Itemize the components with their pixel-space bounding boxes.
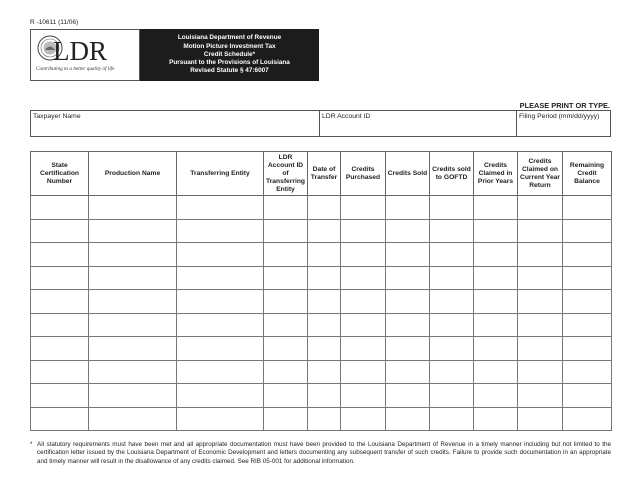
entry-cell[interactable] [430,266,474,290]
taxpayer-name-field[interactable] [31,111,320,136]
entry-cell[interactable] [341,219,386,243]
table-row [31,290,612,314]
entry-cell[interactable] [31,266,89,290]
entry-cell[interactable] [563,384,612,408]
print-instruction: PLEASE PRINT OR TYPE. [519,101,610,110]
entry-cell[interactable] [264,313,308,337]
entry-cell[interactable] [386,313,430,337]
entry-cell[interactable] [177,313,264,337]
entry-cell[interactable] [89,243,177,267]
table-row [31,313,612,337]
entry-cell[interactable] [386,337,430,361]
entry-cell[interactable] [563,337,612,361]
entry-cell[interactable] [518,290,563,314]
ldr-account-id-field[interactable] [320,111,517,136]
entry-cell[interactable] [264,196,308,220]
entry-cell[interactable] [89,360,177,384]
entry-cell[interactable] [341,360,386,384]
entry-cell[interactable] [518,243,563,267]
entry-cell[interactable] [518,196,563,220]
entry-cell[interactable] [474,360,518,384]
filing-period-field[interactable] [517,111,610,136]
entry-cell[interactable] [518,384,563,408]
entry-cell[interactable] [386,384,430,408]
entry-cell[interactable] [386,196,430,220]
entry-cell[interactable] [308,313,341,337]
column-header: Production Name [89,152,177,196]
entry-cell[interactable] [308,219,341,243]
entry-cell[interactable] [430,360,474,384]
form-title-box [140,29,319,81]
column-header: Credits Sold [386,152,430,196]
entry-cell[interactable] [308,384,341,408]
entry-cell[interactable] [474,243,518,267]
entry-cell[interactable] [308,360,341,384]
entry-cell[interactable] [177,219,264,243]
entry-cell[interactable] [474,290,518,314]
entry-cell[interactable] [341,384,386,408]
entry-cell[interactable] [177,290,264,314]
table-row [31,219,612,243]
table-row [31,384,612,408]
entry-cell[interactable] [341,196,386,220]
footnote-marker: * [30,441,33,448]
entry-cell[interactable] [308,337,341,361]
entry-cell[interactable] [518,337,563,361]
entry-cell[interactable] [341,290,386,314]
ldr-logo [30,29,140,81]
table-row [31,196,612,220]
entry-cell[interactable] [89,313,177,337]
entry-cell[interactable] [341,313,386,337]
entry-cell[interactable] [386,360,430,384]
entry-cell[interactable] [430,290,474,314]
title-line: Pursuant to the Provisions of Louisiana [169,59,290,67]
entry-cell[interactable] [518,360,563,384]
entry-cell[interactable] [264,266,308,290]
entry-cell[interactable] [386,290,430,314]
table-row [31,337,612,361]
entry-cell[interactable] [474,407,518,431]
entry-cell[interactable] [264,407,308,431]
entry-cell[interactable] [430,313,474,337]
column-header: LDR Account ID of Transferring Entity [264,152,308,196]
entry-cell[interactable] [31,196,89,220]
entry-cell[interactable] [518,313,563,337]
entry-cell[interactable] [386,266,430,290]
entry-cell[interactable] [341,337,386,361]
table-row [31,360,612,384]
form-number: R -10611 (11/06) [30,19,79,26]
entry-cell[interactable] [308,243,341,267]
entry-cell[interactable] [474,384,518,408]
entry-cell[interactable] [31,243,89,267]
table-row [31,266,612,290]
entry-cell[interactable] [341,407,386,431]
entry-cell[interactable] [474,313,518,337]
entry-cell[interactable] [474,337,518,361]
entry-cell[interactable] [563,313,612,337]
entry-cell[interactable] [89,337,177,361]
entry-cell[interactable] [341,266,386,290]
entry-cell[interactable] [89,219,177,243]
entry-cell[interactable] [308,290,341,314]
column-header: Credits Purchased [341,152,386,196]
entry-cell[interactable] [31,313,89,337]
entry-cell[interactable] [474,266,518,290]
entry-cell[interactable] [264,243,308,267]
entry-cell[interactable] [386,407,430,431]
entry-cell[interactable] [89,384,177,408]
column-header: State Certification Number [31,152,89,196]
entry-cell[interactable] [177,243,264,267]
entry-cell[interactable] [430,196,474,220]
entry-cell[interactable] [89,196,177,220]
entry-cell[interactable] [31,290,89,314]
entry-cell[interactable] [264,337,308,361]
entry-cell[interactable] [430,243,474,267]
entry-cell[interactable] [308,266,341,290]
entry-cell[interactable] [386,243,430,267]
entry-cell[interactable] [177,266,264,290]
title-line: Credit Schedule* [203,50,256,58]
entry-cell[interactable] [430,384,474,408]
entry-cell[interactable] [563,196,612,220]
entry-cell[interactable] [518,219,563,243]
entry-cell[interactable] [264,219,308,243]
taxpayer-name-label: Taxpayer Name [33,113,81,120]
entry-cell[interactable] [177,337,264,361]
entry-cell[interactable] [31,360,89,384]
title-line: Motion Picture Investment Tax [183,42,276,50]
filing-period-label: Filing Period (mm/dd/yyyy) [519,113,600,120]
entry-cell[interactable] [177,360,264,384]
column-header: Credits Claimed in Prior Years [474,152,518,196]
entry-cell[interactable] [31,407,89,431]
entry-cell[interactable] [264,290,308,314]
ldr-account-id-label: LDR Account ID [322,113,371,120]
entry-cell[interactable] [308,407,341,431]
entry-cell[interactable] [563,266,612,290]
entry-cell[interactable] [89,290,177,314]
entry-cell[interactable] [430,219,474,243]
entry-cell[interactable] [89,266,177,290]
entry-cell[interactable] [308,196,341,220]
column-header: Credits Claimed on Current Year Return [518,152,563,196]
entry-cell[interactable] [177,196,264,220]
entry-cell[interactable] [177,384,264,408]
logo-tagline: Contributing to a better quality of life [36,66,115,72]
ldr-logo-text: LDR [53,36,107,66]
footnote [30,441,611,466]
entry-cell[interactable] [177,407,264,431]
taxpayer-info-row [30,110,611,137]
title-line: Revised Statute § 47:6007 [190,67,269,75]
entry-cell[interactable] [341,243,386,267]
table-header-row [31,152,612,196]
entry-cell[interactable] [474,196,518,220]
entry-cell[interactable] [430,407,474,431]
footnote-text: All statutory requirements must have been met and all appropriate documentation must have been provided to the Louisiana Department of Revenue in a timely manner including but not limited to the certification letter issued by the Louisiana Department of Economic Development and letters documenting any subsequent transfer of such credits. Failure to provide such documentation in an appropriate and timely manner will result in the disallowance of any credits claimed. See RIB 05-001 for additional information. [37,441,611,465]
table-body [31,196,612,431]
column-header: Credits sold to GOFTD [430,152,474,196]
entry-cell[interactable] [518,266,563,290]
column-header: Remaining Credit Balance [563,152,612,196]
entry-cell[interactable] [386,219,430,243]
entry-cell[interactable] [474,219,518,243]
entry-cell[interactable] [563,243,612,267]
column-header: Transferring Entity [177,152,264,196]
entry-cell[interactable] [563,360,612,384]
credit-schedule-table [30,151,612,431]
table-row [31,243,612,267]
entry-cell[interactable] [518,407,563,431]
entry-cell[interactable] [31,384,89,408]
entry-cell[interactable] [563,407,612,431]
entry-cell[interactable] [563,219,612,243]
table-row [31,407,612,431]
entry-cell[interactable] [31,337,89,361]
entry-cell[interactable] [563,290,612,314]
title-line: Louisiana Department of Revenue [177,34,282,42]
entry-cell[interactable] [430,337,474,361]
entry-cell[interactable] [89,407,177,431]
entry-cell[interactable] [264,384,308,408]
column-header: Date of Transfer [308,152,341,196]
entry-cell[interactable] [31,219,89,243]
entry-cell[interactable] [264,360,308,384]
